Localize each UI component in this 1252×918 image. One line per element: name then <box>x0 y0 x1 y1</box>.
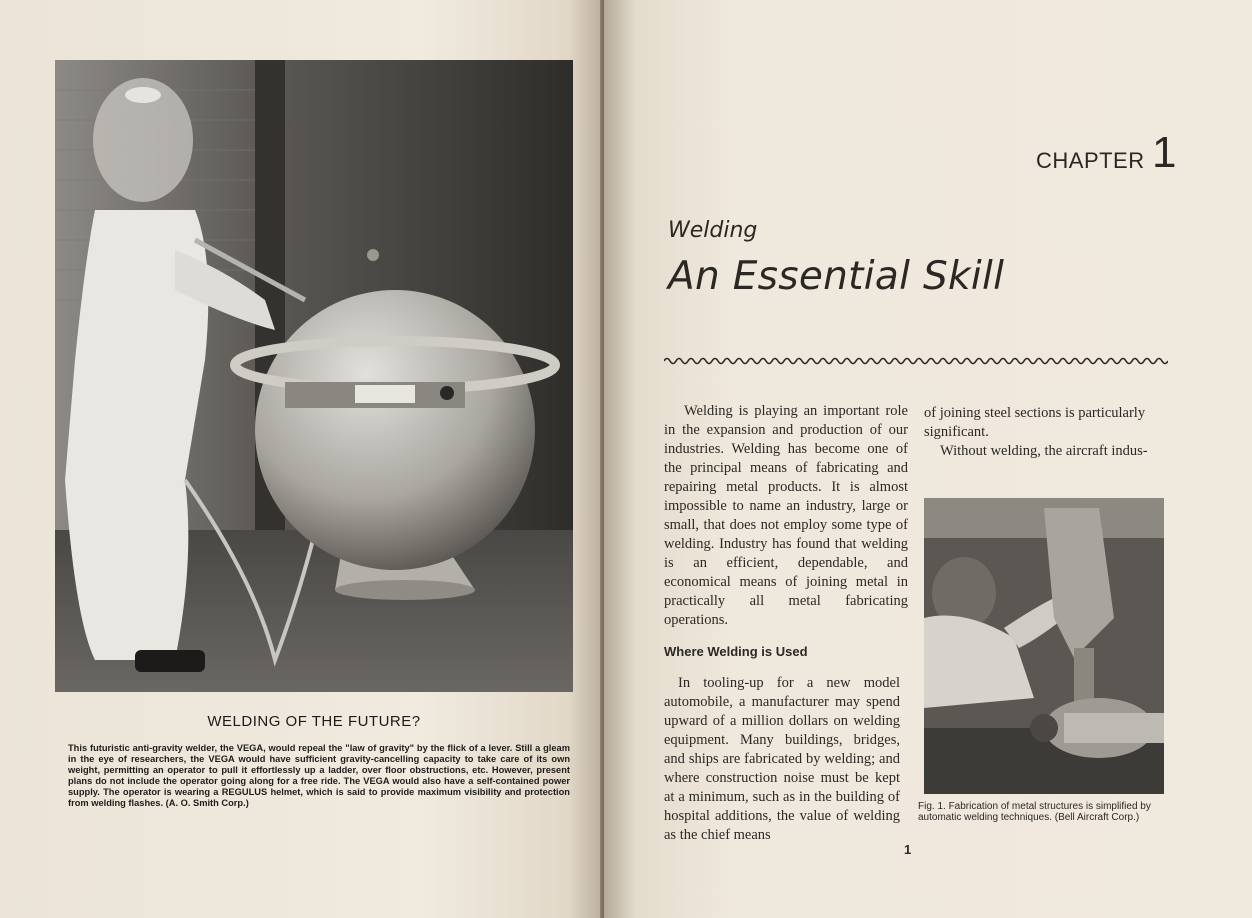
page-number: 1 <box>904 842 912 857</box>
paragraph-text: In tooling-up for a new model automobile, a manufacturer may spend upward of a million dollars on welding equipment. Many buildings, bridges, and ships are fabricated by welding; and where construction noise must be kept at a minimum, such as in the building of hospital additions, the value of welding as the chief means <box>664 675 900 843</box>
body-paragraph-1 <box>664 402 908 630</box>
figure-title: WELDING OF THE FUTURE? <box>207 713 421 730</box>
body-paragraph-2 <box>664 674 900 845</box>
figure-caption: This futuristic anti-gravity welder, the VEGA, would repeal the "law of gravity" by the flick of a lever. Still a gleam in the eye of researchers, the VEGA would have sufficient gravity-cancelling capacity to take care of its own weight, permitting an operator to pull it effortlessly up a ladder, over floor obstructions, etc. However, present plans do not include the operator going along for a free ride. The VEGA would also have a self-contained power supply. The operator is wearing a REGULUS helmet, which is said to provide maximum visibility and protection from welding flashes. (A. O. Smith Corp.) <box>68 743 570 808</box>
vega-welder-photo <box>55 60 573 692</box>
paragraph-text: Welding is playing an important role in the expansion and production of our industries. Welding has become one of the principal means of fabricating and repairing metal products. It is almost impossible to name an industry, large or small, that does not employ some type of welding. Industry has found that welding is an efficient, dependable, and economical means of joining metal in practically all metal fabricating operations. <box>664 403 908 628</box>
figure-1-caption: Fig. 1. Fabrication of metal structures is simplified by automatic welding techniques. (Bell Aircraft Corp.) <box>918 801 1151 823</box>
right-column <box>924 404 1168 461</box>
section-heading: Where Welding is Used <box>664 644 808 659</box>
paragraph-text: Without welding, the aircraft indus- <box>940 443 1148 459</box>
chapter-title: An Essential Skill <box>668 254 1005 299</box>
chapter-number: 1 <box>1152 128 1177 177</box>
wavy-divider <box>664 355 1168 367</box>
left-page <box>0 0 604 918</box>
paragraph-text: of joining steel sections is particularly significant. <box>924 405 1146 440</box>
chapter-kicker: Welding <box>668 218 758 243</box>
fabrication-photo <box>924 498 1164 794</box>
chapter-label: CHAPTER <box>1036 148 1145 173</box>
